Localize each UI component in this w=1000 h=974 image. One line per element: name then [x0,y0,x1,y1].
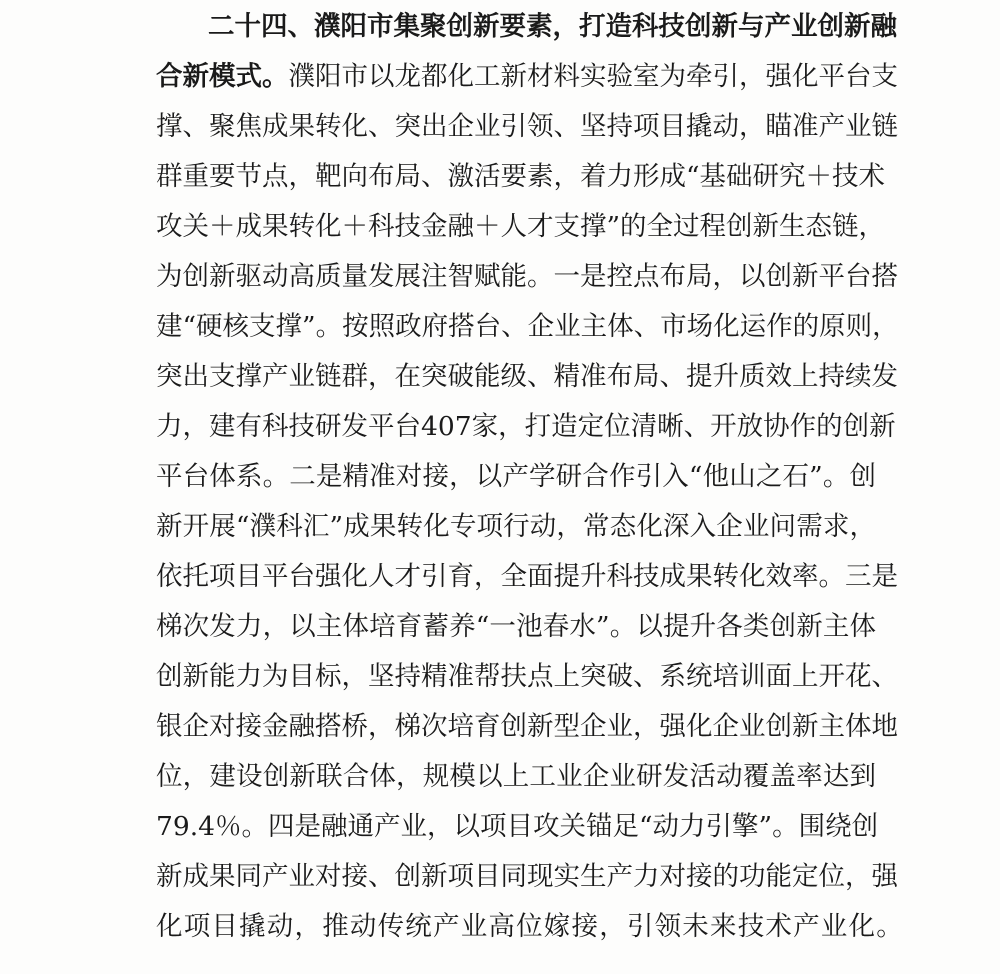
line-text: 依托项目平台强化人才引育，全面提升科技成果转化效率。三是 [156,561,898,592]
line-text: 梯次发力，以主体培育蓄养“一池春水”。以提升各类创新主体 [156,611,876,642]
line-text: 攻关＋成果转化＋科技金融＋人才支撑”的全过程创新生态链， [156,211,886,242]
line-text: 为创新驱动高质量发展注智赋能。一是控点布局，以创新平台搭 [156,261,898,292]
text-line-19 [156,904,904,950]
text-line-11 [156,504,876,550]
line-text: 平台体系。二是精准对接，以产学研合作引入“他山之石”。创 [156,461,876,492]
line-text: 化项目撬动，推动传统产业高位嫁接，引领未来技术产业化。 [156,911,904,942]
text-line-5 [156,204,886,250]
text-line-9 [156,404,896,450]
text-line-6 [156,254,898,300]
text-line-3 [156,104,898,150]
text-line-14 [156,654,898,700]
section-heading-end: 合新模式。 [156,61,289,92]
text-line-16 [156,754,876,800]
text-line-4 [156,154,886,200]
text-line-8 [156,354,898,400]
text-line-17 [156,804,879,850]
line-text: 位，建设创新联合体，规模以上工业企业研发活动覆盖率达到 [156,761,876,792]
text-line-10 [156,454,876,500]
text-line-13 [156,604,876,650]
line-text: 79.4％。四是融通产业，以项目攻关锚足“动力引擎”。围绕创 [156,811,879,842]
line-text: 新成果同产业对接、创新项目同现实生产力对接的功能定位，强 [156,861,898,892]
text-line-12 [156,554,898,600]
line-text: 新开展“濮科汇”成果转化专项行动，常态化深入企业问需求， [156,511,876,542]
line-text: 力，建有科技研发平台407家，打造定位清晰、开放协作的创新 [156,411,896,442]
line-text: 建“硬核支撑”。按照政府搭台、企业主体、市场化运作的原则， [156,311,899,342]
text-line-1 [208,4,897,50]
text-line-15 [156,704,898,750]
text-line-7 [156,304,899,350]
text-line-2 [156,54,898,100]
line-text: 群重要节点，靶向布局、激活要素，着力形成“基础研究＋技术 [156,161,886,192]
line-text: 银企对接金融搭桥，梯次培育创新型企业，强化企业创新主体地 [156,711,898,742]
line-text: 创新能力为目标，坚持精准帮扶点上突破、系统培训面上开花、 [156,661,898,692]
line-text: 撑、聚焦成果转化、突出企业引领、坚持项目撬动，瞄准产业链 [156,111,898,142]
text-line-18 [156,854,898,900]
section-heading: 二十四、濮阳市集聚创新要素，打造科技创新与产业创新融 [208,11,897,42]
line-text: 突出支撑产业链群，在突破能级、精准布局、提升质效上持续发 [156,361,898,392]
line-text: 濮阳市以龙都化工新材料实验室为牵引，强化平台支 [288,61,898,92]
